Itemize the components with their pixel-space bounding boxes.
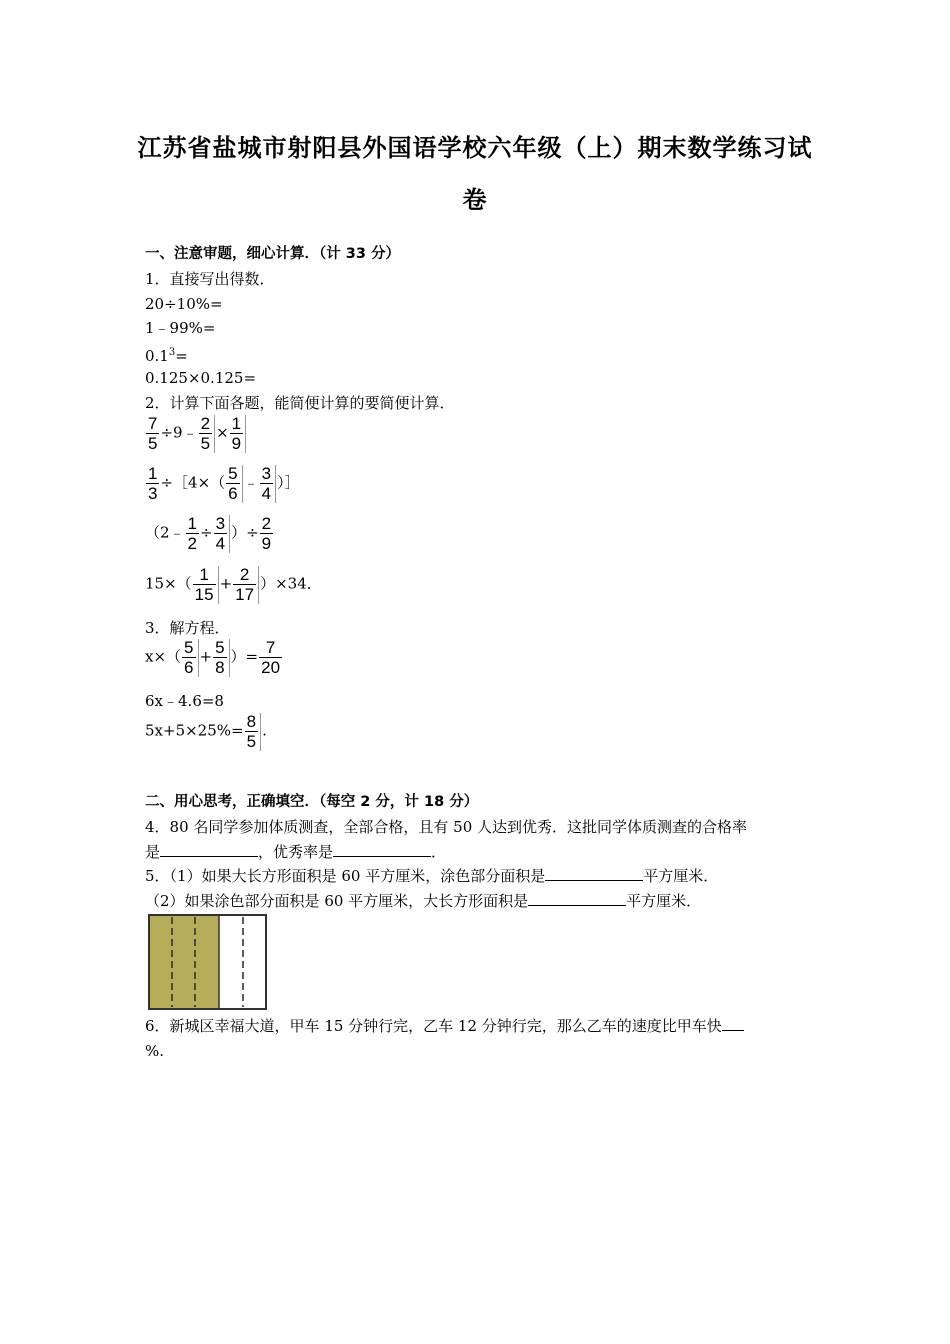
fraction: $\frac{3}{4}$ xyxy=(215,514,226,553)
fraction: $\frac{7}{5}$ xyxy=(148,414,158,453)
q1-stem: 1．直接写出得数． xyxy=(145,270,275,288)
q2-expr-2: $\frac{1}{3}$ ÷［4×（ $\frac{5}{6}$ ﹣ $\frac{3}{4}$ ）］ xyxy=(148,464,300,503)
q3-eq-2: 6x﹣4.6=8 xyxy=(145,692,224,710)
title-line-1: 江苏省盐城市射阳县外国语学校六年级（上）期末数学练习试 xyxy=(137,134,813,162)
q1-item-2: 1﹣99%= xyxy=(145,319,216,337)
q2-expr-3: （2﹣ $\frac{1}{2}$ ÷ $\frac{3}{4}$ ）÷ $\frac{2}{9}$ xyxy=(145,514,272,553)
q5-line-1: 5．（1）如果大长方形面积是 60 平方厘米，涂色部分面积是 平方厘米． xyxy=(145,867,719,885)
q6-line-2: %. xyxy=(145,1042,165,1060)
fraction: $\frac{5}{6}$ xyxy=(228,464,238,503)
section-2-heading: 二、用心思考，正确填空．（每空 2 分，计 18 分） xyxy=(145,794,479,810)
fraction: $\frac{5}{8}$ xyxy=(215,638,225,677)
fraction: $\frac{2}{17}$ xyxy=(235,565,255,604)
fraction: $\frac{1}{3}$ xyxy=(148,464,158,503)
fraction: $\frac{2}{5}$ xyxy=(200,414,211,453)
answer-blank xyxy=(545,866,643,881)
q2-expr-1: $\frac{7}{5}$ ÷9﹣ $\frac{2}{5}$ × $\frac{1}{9}$ xyxy=(145,414,247,453)
fraction: $\frac{5}{6}$ xyxy=(184,638,194,677)
q6-line-1: 6．新城区幸福大道，甲车 15 分钟行完，乙车 12 分钟行完，那么乙车的速度比甲车快 xyxy=(145,1016,744,1036)
section-1-heading: 一、注意审题，细心计算．（计 33 分） xyxy=(145,246,401,262)
q5-line-2: （2）如果涂色部分面积是 60 平方厘米，大长方形面积是 平方厘米． xyxy=(145,892,702,910)
q1-item-4: 0.125×0.125= xyxy=(145,369,257,387)
q2-stem: 2．计算下面各题，能简便计算的要简便计算． xyxy=(145,394,455,412)
q2-expr-4: 15×（ $\frac{1}{15}$ + $\frac{2}{17}$ ）×34． xyxy=(145,565,322,604)
fraction: $\frac{1}{9}$ xyxy=(231,414,242,453)
q3-eq-1: x×（ $\frac{5}{6}$ + $\frac{5}{8}$ ）= $\frac{7}{20}$ xyxy=(145,638,281,677)
rectangle-figure xyxy=(148,914,268,1010)
fraction: $\frac{7}{20}$ xyxy=(261,638,281,677)
q4-line-1: 4．80 名同学参加体质测查，全部合格，且有 50 人达到优秀．这批同学体质测查的合格率 xyxy=(145,818,748,836)
fraction: $\frac{2}{9}$ xyxy=(261,514,272,553)
q3-eq-3: 5x+5×25%= $\frac{8}{5}$ . xyxy=(145,712,267,751)
answer-blank xyxy=(160,842,258,857)
answer-blank xyxy=(333,842,431,857)
q1-item-1: 20÷10%= xyxy=(145,295,223,313)
fraction: $\frac{1}{15}$ xyxy=(194,565,214,604)
fraction: $\frac{8}{5}$ xyxy=(246,712,257,751)
title-line-2: 卷 xyxy=(462,186,488,214)
q3-stem: 3．解方程． xyxy=(145,619,230,637)
fraction: $\frac{3}{4}$ xyxy=(261,464,272,503)
fraction: $\frac{1}{2}$ xyxy=(187,514,198,553)
q4-line-2: 是 ，优秀率是 ． xyxy=(145,843,447,861)
answer-blank xyxy=(528,891,626,906)
shaded-region xyxy=(149,915,219,1009)
answer-blank xyxy=(722,1016,744,1031)
q1-item-3: $0.1^3=$ xyxy=(145,347,188,365)
